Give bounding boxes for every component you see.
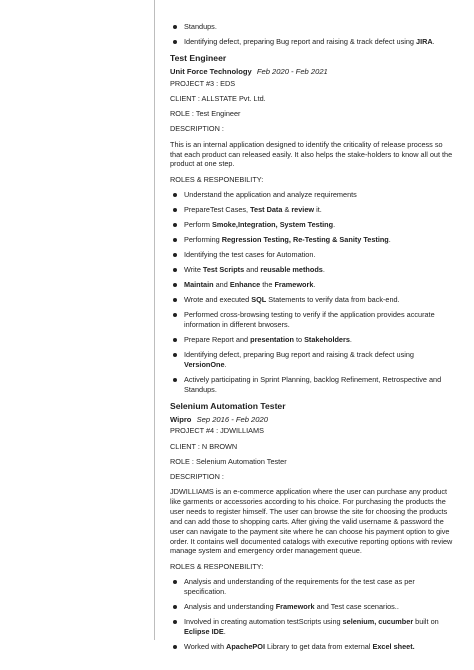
bullet-emphasis: Excel sheet. (372, 641, 415, 651)
bullet-item (170, 250, 456, 260)
bullet-item (170, 350, 456, 370)
company-name: Unit Force Technology (170, 67, 252, 77)
bullet-text: to (293, 334, 305, 344)
bullet-text: Library to get data from external (264, 641, 373, 651)
bullet-text: . (333, 219, 336, 229)
company-line (170, 415, 456, 425)
bullet-text: Worked with (184, 641, 227, 651)
bullet-item (170, 602, 456, 612)
bullet-item (170, 295, 456, 305)
description-text: JDWILLIAMS is an e-commerce application where the user can purchase any product like garments or accessories according to his choice. For purchasing the products the user needs to register himself. The user can browse the site for choosing the products and can add those to shopping carts. After giving the valid username & password the user can navigate to the payment site where he can choose his payment option to give order. It contains well documented catalogs with executive reporting options with review manage system and emergency order management queue. (170, 487, 453, 556)
bullet-text: . (313, 280, 316, 289)
bullet-emphasis: SQL (251, 295, 267, 305)
bullet-text: it. (314, 204, 322, 214)
responsibility-list (170, 577, 456, 652)
company-line (170, 67, 456, 77)
bullet-emphasis: presentation (250, 334, 294, 344)
company-name: Wipro (170, 415, 192, 425)
job-title: Selenium Automation Tester (170, 400, 286, 411)
bullet-text: Identifying defect, preparing Bug report and raising & track defect using (184, 37, 417, 47)
bullet-text: Statements to verify data from back-end. (266, 295, 400, 305)
bullet-emphasis: review (291, 204, 315, 214)
bullet-emphasis: selenium, cucumber (342, 616, 414, 626)
bullet-text: the (260, 280, 275, 289)
bullet-emphasis: Maintain (184, 280, 214, 289)
bullet-item (170, 37, 456, 47)
bullet-emphasis: Eclipse IDE (184, 626, 224, 636)
bullet-text: . (432, 37, 435, 47)
bullet-emphasis: Framework (275, 601, 315, 611)
client-line: CLIENT : ALLSTATE Pvt. Ltd. (170, 93, 266, 103)
bullet-emphasis: Enhance (229, 280, 261, 289)
project-line: PROJECT #4 : JDWILLIAMS (170, 426, 264, 436)
bullet-item (170, 265, 456, 275)
previous-job-bullets (170, 22, 456, 47)
role-line: ROLE : Selenium Automation Tester (170, 456, 287, 466)
bullet-text: Write (184, 264, 203, 274)
bullet-emphasis: Stakeholders (304, 334, 350, 344)
bullet-item (170, 235, 456, 245)
timeline-line (154, 0, 155, 640)
bullet-text: and Test case scenarios.. (314, 601, 399, 611)
bullet-text: Actively participating in Sprint Planning, backlog Refinement, Retrospective and Standups. (184, 374, 442, 394)
bullet-text: Perform (184, 219, 212, 229)
project-line: PROJECT #3 : EDS (170, 78, 236, 88)
role-line: ROLE : Test Engineer (170, 109, 241, 119)
responsibility-label: ROLES & RESPONEBILITY: (170, 561, 264, 571)
bullet-emphasis: VersionOne (184, 359, 225, 369)
bullet-text: built on (413, 616, 439, 626)
bullet-text: Involved in creating automation testScripts using (184, 616, 343, 626)
bullet-text: . (388, 234, 391, 244)
bullet-text: Analysis and understanding of the requirements for the test case as per specification. (184, 576, 415, 596)
bullet-text: Standups. (184, 22, 217, 31)
bullet-item (170, 642, 456, 652)
bullet-emphasis: Framework (274, 280, 314, 289)
experience-section (170, 22, 456, 657)
bullet-text: Wrote and executed (184, 295, 252, 305)
bullet-text: Performing (184, 234, 222, 244)
bullet-text: Identifying defect, preparing Bug report and raising & track defect using (184, 349, 414, 359)
bullet-item (170, 335, 456, 345)
bullet-emphasis: JIRA (416, 37, 433, 47)
bullet-emphasis: ApachePOI (226, 641, 265, 651)
bullet-text: & (282, 204, 292, 214)
bullet-emphasis: Regression Testing, Re-Testing & Sanity Testing (221, 234, 389, 244)
bullet-text: Performed cross-browsing testing to verify if the application provides accurate information in different brwosers. (184, 310, 435, 329)
bullet-text: . (349, 334, 352, 344)
bullet-text: PrepareTest Cases, (184, 204, 251, 214)
bullet-item (170, 220, 456, 230)
bullet-text: Identifying the test cases for Automation. (184, 249, 316, 259)
client-line: CLIENT : N BROWN (170, 441, 238, 451)
responsibility-list (170, 190, 456, 395)
job-title: Test Engineer (170, 52, 227, 63)
job-dates: Sep 2016 - Feb 2020 (196, 415, 268, 425)
description-text: This is an internal application designed to identify the criticality of release process so that each product can released easily. It also helps the stake-holders to know all out the product at one step. (170, 139, 453, 169)
bullet-item (170, 310, 456, 330)
bullet-text: . (224, 359, 227, 369)
bullet-item (170, 617, 456, 637)
bullet-item (170, 22, 456, 32)
description-label: DESCRIPTION : (170, 124, 224, 134)
bullet-emphasis: Test Scripts (202, 264, 245, 274)
bullet-text: and (244, 264, 261, 274)
job-entry-1 (170, 53, 456, 395)
bullet-emphasis: Smoke,Integration, System Testing (211, 219, 334, 229)
bullet-item (170, 190, 456, 200)
bullet-item (170, 280, 456, 290)
bullet-item (170, 205, 456, 215)
bullet-text: . (322, 264, 325, 274)
bullet-text: Analysis and understanding (184, 601, 276, 611)
job-dates: Feb 2020 - Feb 2021 (256, 67, 328, 77)
bullet-text: Prepare Report and (184, 334, 251, 344)
bullet-item (170, 375, 456, 395)
bullet-item (170, 577, 456, 597)
job-entry-2 (170, 401, 456, 652)
bullet-text: Understand the application and analyze requirements (184, 189, 357, 199)
responsibility-label: ROLES & RESPONEBILITY: (170, 174, 264, 184)
bullet-text: . (223, 626, 226, 636)
bullet-emphasis: Test Data (250, 204, 283, 214)
bullet-emphasis: reusable methods (260, 264, 323, 274)
description-label: DESCRIPTION : (170, 472, 224, 482)
bullet-text: and (213, 280, 230, 289)
